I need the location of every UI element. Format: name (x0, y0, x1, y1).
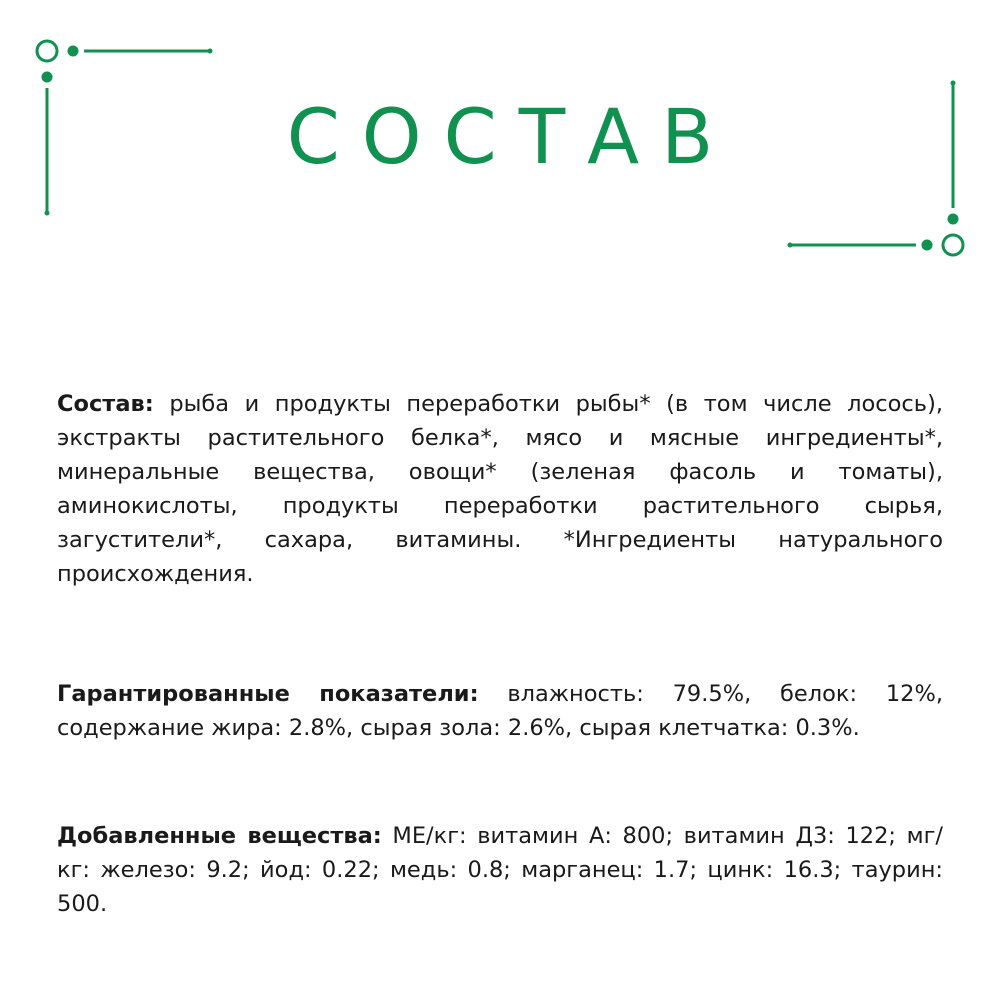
page-title: СОСТАВ (286, 92, 736, 181)
composition-text: рыба и продукты переработки рыбы* (в том числе лосось), экстракты растительного белка*, мясо и мясные ингредиенты*, минеральные вещества, овощи* (зеленая фасоль и томаты), аминокислоты, продукты переработки растительного сырья, загустители*, сахара, витамины. *Ингредиенты натурального происхождения. (57, 391, 943, 587)
additives-text: МЕ/кг: витамин А: 800; витамин Д3: 122; мг/кг: железо: 9.2; йод: 0.22; медь: 0.8; марганец: 1.7; цинк: 16.3; таурин: 500. (57, 823, 943, 917)
guaranteed-analysis-paragraph (57, 677, 943, 745)
guaranteed-label: Гарантированные показатели: (57, 681, 479, 707)
additives-paragraph (57, 819, 943, 921)
composition-paragraph (57, 387, 943, 591)
additives-label: Добавленные вещества: (57, 823, 382, 849)
guaranteed-text: влажность: 79.5%, белок: 12%, содержание жира: 2.8%, сырая зола: 2.6%, сырая клетчатка: 0.3%. (57, 681, 943, 741)
composition-label: Состав: (57, 391, 154, 417)
